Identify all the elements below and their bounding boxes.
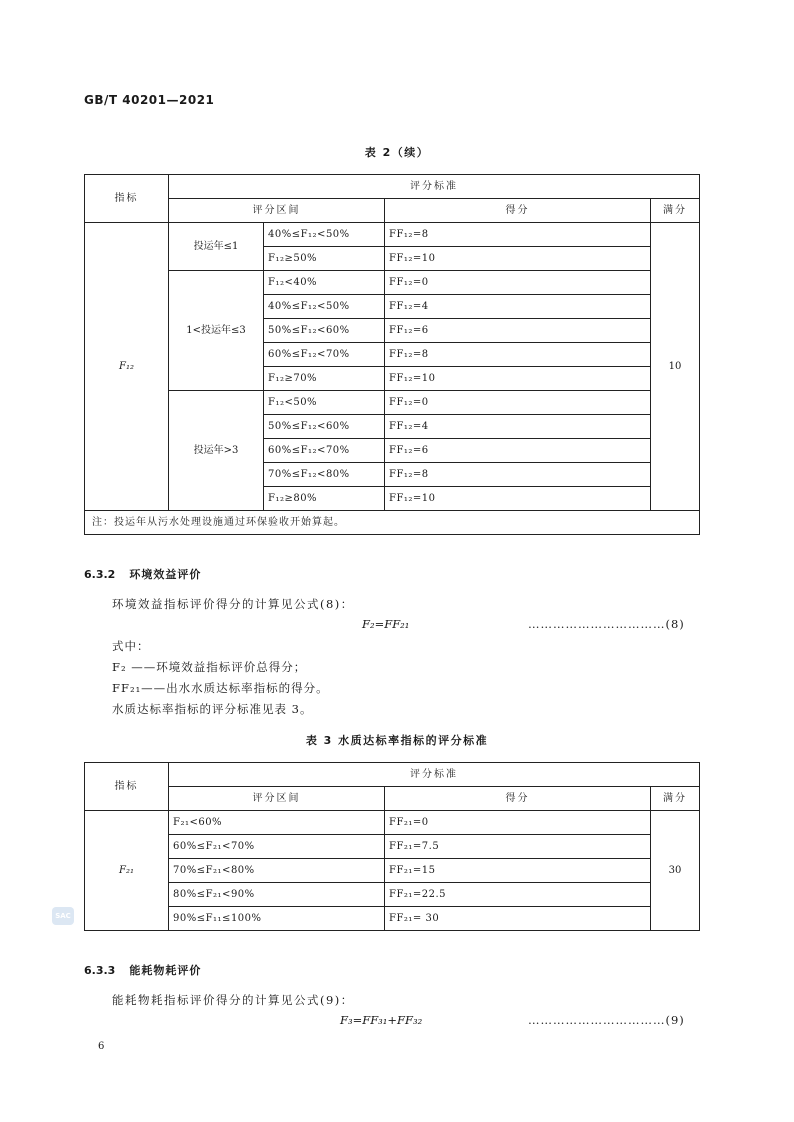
table3-col-score: 得分 [385,787,651,811]
group-label: 投运年≤1 [169,223,264,271]
table2-note: 注：投运年从污水处理设施通过环保验收开始算起。 [85,511,700,535]
table-row [85,223,700,247]
interval-cell: 40%≤F₁₂<50% [264,223,385,247]
score-cell: FF₁₂=8 [385,343,651,367]
symbol-definition: FF₂₁——出水水质达标率指标的得分。 [112,681,329,695]
interval-cell: 70%≤F₁₂<80% [264,463,385,487]
score-cell: FF₁₂=4 [385,295,651,319]
section-heading-6-3-2 [84,566,201,582]
section-title: 环境效益评价 [129,568,202,581]
score-cell: FF₁₂=10 [385,247,651,271]
table-reference: 水质达标率指标的评分标准见表 3。 [112,702,313,716]
section-number: 6.3.3 [84,964,116,977]
equation-number-9: ……………………………(9) [528,1013,685,1027]
symbol-definition: F₂ ——环境效益指标评价总得分； [112,660,307,674]
table3-indicator: F₂₁ [85,811,169,931]
interval-cell: F₁₂<50% [264,391,385,415]
table-row [85,883,700,907]
section-intro: 环境效益指标评价得分的计算见公式(8)： [112,597,354,611]
score-cell: FF₁₂=6 [385,439,651,463]
section-intro: 能耗物耗指标评价得分的计算见公式(9)： [112,993,354,1007]
table2-col-full: 满分 [651,199,700,223]
interval-cell: F₁₂≥50% [264,247,385,271]
interval-cell: 80%≤F₂₁<90% [169,883,385,907]
interval-cell: F₁₂≥70% [264,367,385,391]
table3-col-interval: 评分区间 [169,787,385,811]
group-label: 投运年>3 [169,391,264,511]
score-cell: FF₁₂=4 [385,415,651,439]
table-row [85,391,700,415]
table-row [85,811,700,835]
table3-col-criteria: 评分标准 [169,763,700,787]
score-cell: FF₂₁=22.5 [385,883,651,907]
interval-cell: F₁₂<40% [264,271,385,295]
interval-cell: 60%≤F₁₂<70% [264,343,385,367]
formula-9: F₃=FF₃₁+FF₃₂ [340,1013,423,1027]
formula-8: F₂=FF₂₁ [362,617,410,631]
score-cell: FF₁₂=6 [385,319,651,343]
where-label: 式中： [112,639,150,653]
score-cell: FF₂₁= 30 [385,907,651,931]
standard-number: GB/T 40201—2021 [84,93,215,107]
score-cell: FF₁₂=0 [385,271,651,295]
sac-watermark-logo: SAC [52,907,74,925]
table2-full-score: 10 [651,223,700,511]
interval-cell: 60%≤F₁₂<70% [264,439,385,463]
table-row [85,907,700,931]
table2-col-interval: 评分区间 [169,199,385,223]
interval-cell: 50%≤F₁₂<60% [264,319,385,343]
section-title: 能耗物耗评价 [129,964,202,977]
interval-cell: 90%≤F₁₁≤100% [169,907,385,931]
table2-col-criteria: 评分标准 [169,175,700,199]
score-cell: FF₁₂=8 [385,463,651,487]
equation-number-8: ……………………………(8) [528,617,685,631]
interval-cell: 50%≤F₁₂<60% [264,415,385,439]
table3-col-indicator: 指标 [85,763,169,811]
group-label: 1<投运年≤3 [169,271,264,391]
table3-caption: 表 3 水质达标率指标的评分标准 [305,734,489,747]
table-row [85,271,700,295]
score-cell: FF₂₁=15 [385,859,651,883]
score-cell: FF₁₂=0 [385,391,651,415]
table2-indicator: F₁₂ [85,223,169,511]
table2-caption: 表 2（续） [364,146,430,159]
interval-cell: F₂₁<60% [169,811,385,835]
interval-cell: 70%≤F₂₁<80% [169,859,385,883]
score-cell: FF₁₂=8 [385,223,651,247]
table2-col-indicator: 指标 [85,175,169,223]
score-cell: FF₂₁=7.5 [385,835,651,859]
table3-col-full: 满分 [651,787,700,811]
table3 [84,762,700,931]
section-number: 6.3.2 [84,568,116,581]
interval-cell: F₁₂≥80% [264,487,385,511]
section-heading-6-3-3 [84,962,201,978]
score-cell: FF₂₁=0 [385,811,651,835]
table2-col-score: 得分 [385,199,651,223]
table2 [84,174,700,535]
interval-cell: 60%≤F₂₁<70% [169,835,385,859]
score-cell: FF₁₂=10 [385,487,651,511]
score-cell: FF₁₂=10 [385,367,651,391]
table3-full-score: 30 [651,811,700,931]
page-number: 6 [98,1041,105,1052]
table-row [85,859,700,883]
table-row [85,835,700,859]
interval-cell: 40%≤F₁₂<50% [264,295,385,319]
